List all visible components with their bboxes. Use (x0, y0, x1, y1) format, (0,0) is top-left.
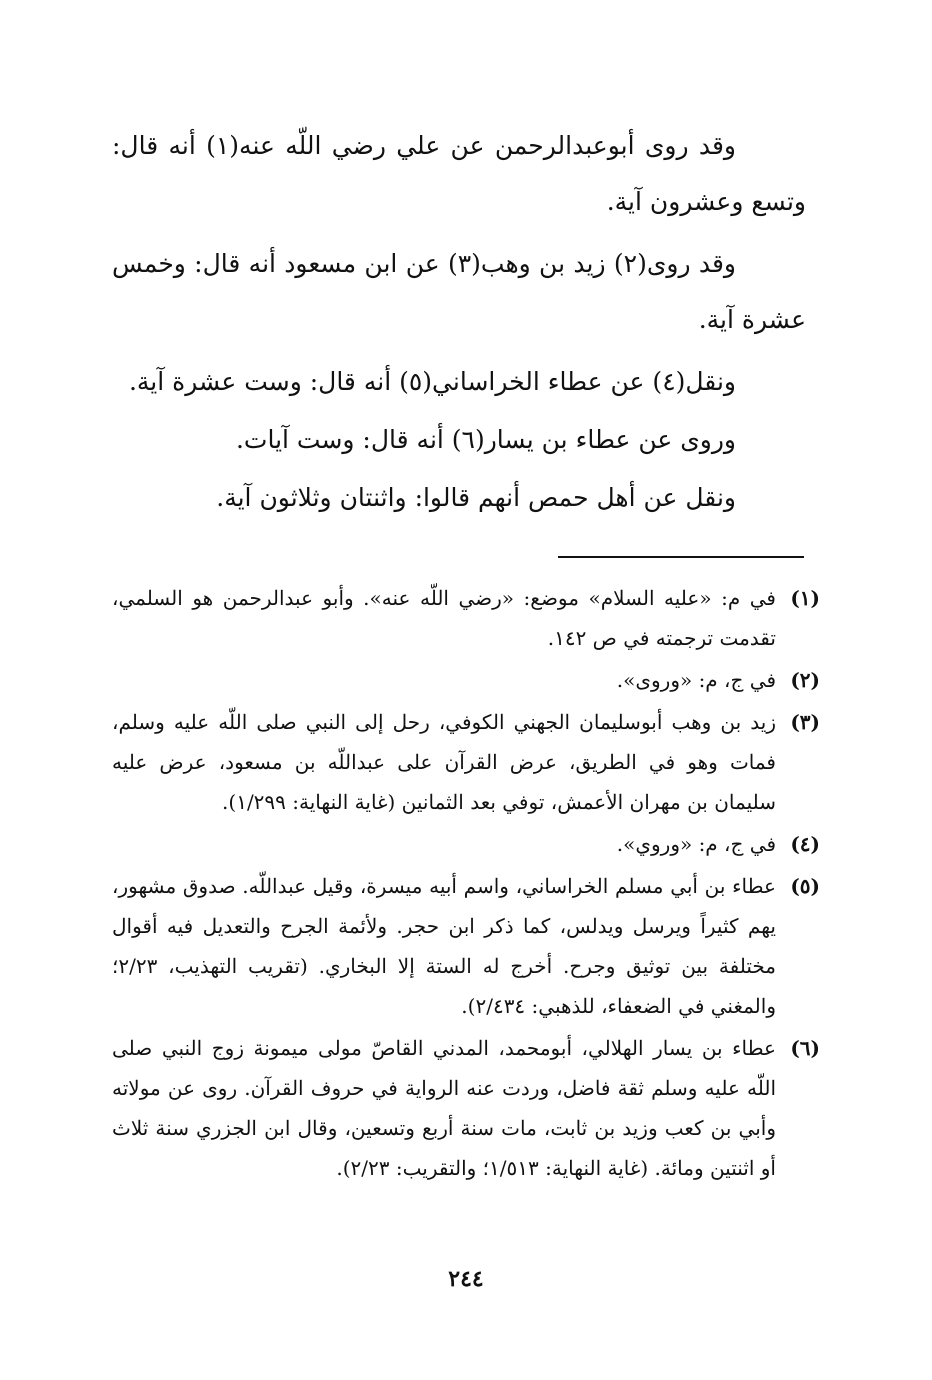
paragraph-4: وروى عن عطاء بن يسار(٦) أنه قال: وست آيات. (235, 425, 736, 454)
footnote-text: في م: «عليه السلام» موضع: «رضي اللّه عنه». وأبو عبدالرحمن هو السلمي، تقدمت ترجمته في ص ١٤٢. (112, 586, 776, 650)
footnote-text: عطاء بن أبي مسلم الخراساني، واسم أبيه ميسرة، وقيل عبداللّه. صدوق مشهور، يهم كثيراً ويرسل ويدلس، كما ذكر ابن حجر. ولأئمة الجرح والتعديل فيه أقوال مختلفة بين توثيق وجرح. أخرج له الستة إلا البخاري. (تقريب التهذيب، ٢/٢٣؛ والمغني في الضعفاء، للذهبي: ٢/٤٣٤). (112, 874, 776, 1018)
paragraph-3: ونقل(٤) عن عطاء الخراساني(٥) أنه قال: وست عشرة آية. (128, 367, 736, 396)
footnotes (112, 578, 820, 1190)
footnote-text: في ج، م: «وروى». (616, 668, 776, 692)
footnote-number: (١) (790, 586, 820, 610)
footnote (112, 824, 820, 864)
footnote-number: (٥) (790, 874, 820, 898)
paragraph-5: ونقل عن أهل حمص أنهم قالوا: واثنتان وثلاثون آية. (216, 483, 736, 512)
main-text (112, 118, 806, 528)
page-number: ٢٤٤ (448, 1266, 484, 1292)
footnote-text: زيد بن وهب أبوسليمان الجهني الكوفي، رحل إلى النبي صلى اللّه عليه وسلم، فمات وهو في الطريق، عرض القرآن على عبداللّه بن مسعود، عرض عليه سليمان بن مهران الأعمش، توفي بعد الثمانين (غاية النهاية: ١/٢٩٩). (112, 710, 776, 814)
footnote (112, 702, 820, 822)
footnote (112, 660, 820, 700)
footnote (112, 1028, 820, 1188)
footnote-number: (٣) (790, 710, 820, 734)
footnote-text: في ج، م: «وروي». (616, 832, 776, 856)
footnote-number: (٦) (790, 1036, 820, 1060)
footnote-text: عطاء بن يسار الهلالي، أبومحمد، المدني القاصّ مولى ميمونة زوج النبي صلى اللّه عليه وسلم ثقة فاضل، وردت عنه الرواية في حروف القرآن. روى عن مولاته وأبي بن كعب وزيد بن ثابت، مات سنة أربع وتسعين، وقال ابن الجزري سنة ثلاث أو اثنتين ومائة. (غاية النهاية: ١/٥١٣؛ والتقريب: ٢/٢٣). (112, 1036, 776, 1180)
footnote-number: (٤) (790, 832, 820, 856)
footnote (112, 866, 820, 1026)
footnote-separator (558, 556, 804, 558)
footnote-number: (٢) (790, 668, 820, 692)
footnote (112, 578, 820, 658)
paragraph-1: وقد روى أبوعبدالرحمن عن علي رضي اللّه عنه(١) أنه قال: وتسع وعشرون آية. (112, 131, 806, 216)
paragraph-2: وقد روى(٢) زيد بن وهب(٣) عن ابن مسعود أنه قال: وخمس عشرة آية. (112, 249, 806, 334)
